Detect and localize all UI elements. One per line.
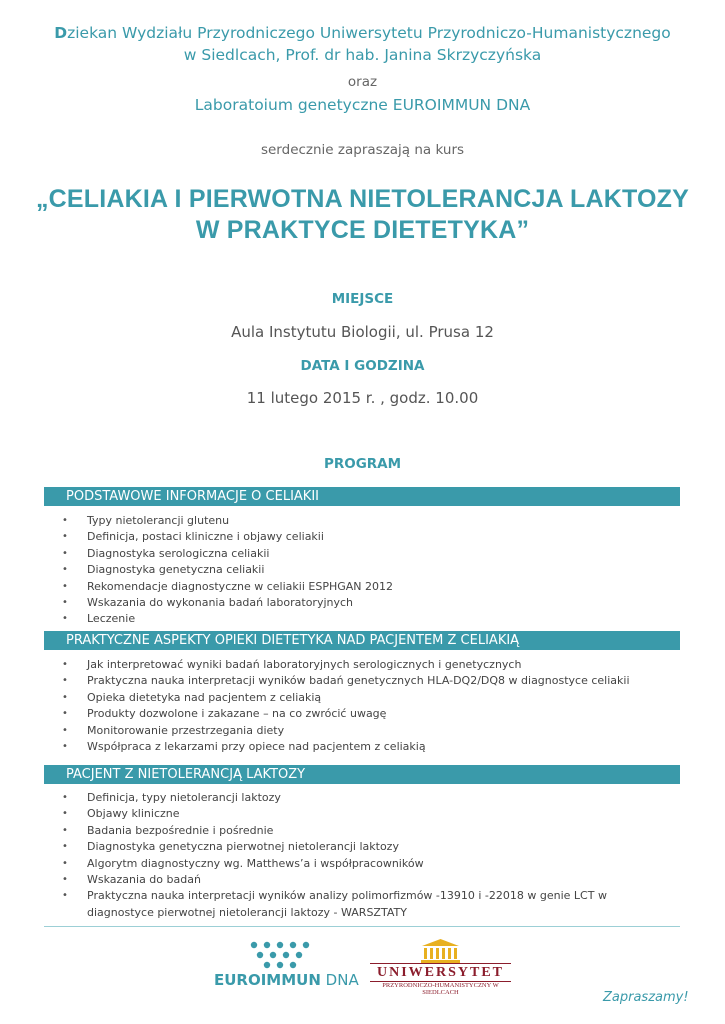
section-list-celiac-basics	[62, 513, 393, 628]
section-header-celiac-basics: PODSTAWOWE INFORMACJE O CELIAKII	[44, 487, 680, 506]
list-item: • Wskazania do badań	[62, 872, 652, 888]
list-item: • Rekomendacje diagnostyczne w celiakii ESPHGAN 2012	[62, 579, 393, 595]
list-item: • Leczenie	[62, 611, 393, 627]
list-item: • Praktyczna nauka interpretacji wyników badań genetycznych HLA-DQ2/DQ8 w diagnostyce celiakii	[62, 673, 630, 689]
list-item: • Badania bezpośrednie i pośrednie	[62, 823, 652, 839]
place-label: MIEJSCE	[331, 291, 394, 307]
list-item: • Jak interpretować wyniki badań laboratoryjnych serologicznych i genetycznych	[62, 657, 630, 673]
list-item: • Definicja, typy nietolerancji laktozy	[62, 790, 652, 806]
organizer-line-2: w Siedlcach, Prof. dr hab. Janina Skrzyczyńska	[183, 46, 542, 64]
section-list-lactose-intolerance	[62, 790, 652, 921]
university-top-rule	[370, 963, 511, 964]
section-header-lactose-intolerance: PACJENT Z NIETOLERANCJĄ LAKTOZY	[44, 765, 680, 784]
conjunction: oraz	[347, 74, 378, 90]
invitation-text: serdecznie zapraszają na kurs	[260, 142, 465, 158]
euroimmun-wordmark: EUROIMMUN DNA	[214, 971, 359, 989]
university-name: UNIWERSYTET	[376, 965, 505, 980]
list-item: • Wskazania do wykonania badań laboratoryjnych	[62, 595, 393, 611]
list-item: • Typy nietolerancji glutenu	[62, 513, 393, 529]
program-label: PROGRAM	[323, 456, 402, 472]
university-building-icon	[418, 938, 463, 964]
section-list-dietitian-care	[62, 657, 630, 755]
list-item: • Diagnostyka serologiczna celiakii	[62, 546, 393, 562]
course-title-line-2: W PRAKTYCE DIETETYKA”	[195, 216, 530, 244]
list-item: • Definicja, postaci kliniczne i objawy celiakii	[62, 529, 393, 545]
list-item: • Monitorowanie przestrzegania diety	[62, 723, 630, 739]
university-subtitle: PRZYRODNICZO-HUMANISTYCZNY W SIEDLCACH	[382, 982, 499, 996]
footer-divider	[44, 926, 680, 927]
list-item: • Objawy kliniczne	[62, 806, 652, 822]
course-title-line-1: „CELIAKIA I PIERWOTNA NIETOLERANCJA LAKTOZY	[35, 185, 690, 213]
list-item: • Diagnostyka genetyczna celiakii	[62, 562, 393, 578]
university-logo	[368, 938, 513, 994]
list-item: • Produkty dozwolone i zakazane – na co zwrócić uwagę	[62, 706, 630, 722]
organizer-line-1: Dziekan Wydziału Przyrodniczego Uniwersytetu Przyrodniczo-Humanistycznego	[54, 24, 671, 42]
list-item: • Diagnostyka genetyczna pierwotnej nietolerancji laktozy	[62, 839, 652, 855]
list-item: • Opieka dietetyka nad pacjentem z celiakią	[62, 690, 630, 706]
list-item: • Praktyczna nauka interpretacji wyników analizy polimorfizmów -13910 i -22018 w genie LCT w diagnostyce pierwotnej nietolerancji laktozy - WARSZTATY	[62, 888, 652, 921]
section-header-dietitian-care: PRAKTYCZNE ASPEKTY OPIEKI DIETETYKA NAD PACJENTEM Z CELIAKIĄ	[44, 631, 680, 650]
lab-name: Laboratoium genetyczne EUROIMMUN DNA	[194, 96, 531, 114]
date-value: 11 lutego 2015 r. , godz. 10.00	[246, 389, 479, 407]
date-label: DATA I GODZINA	[300, 358, 425, 374]
place-value: Aula Instytutu Biologii, ul. Prusa 12	[231, 323, 494, 341]
closing-text: Zapraszamy!	[603, 990, 689, 1005]
list-item: • Algorytm diagnostyczny wg. Matthews’a i współpracowników	[62, 856, 652, 872]
list-item: • Współpraca z lekarzami przy opiece nad pacjentem z celiakią	[62, 739, 630, 755]
euroimmun-dots-icon	[250, 941, 310, 969]
